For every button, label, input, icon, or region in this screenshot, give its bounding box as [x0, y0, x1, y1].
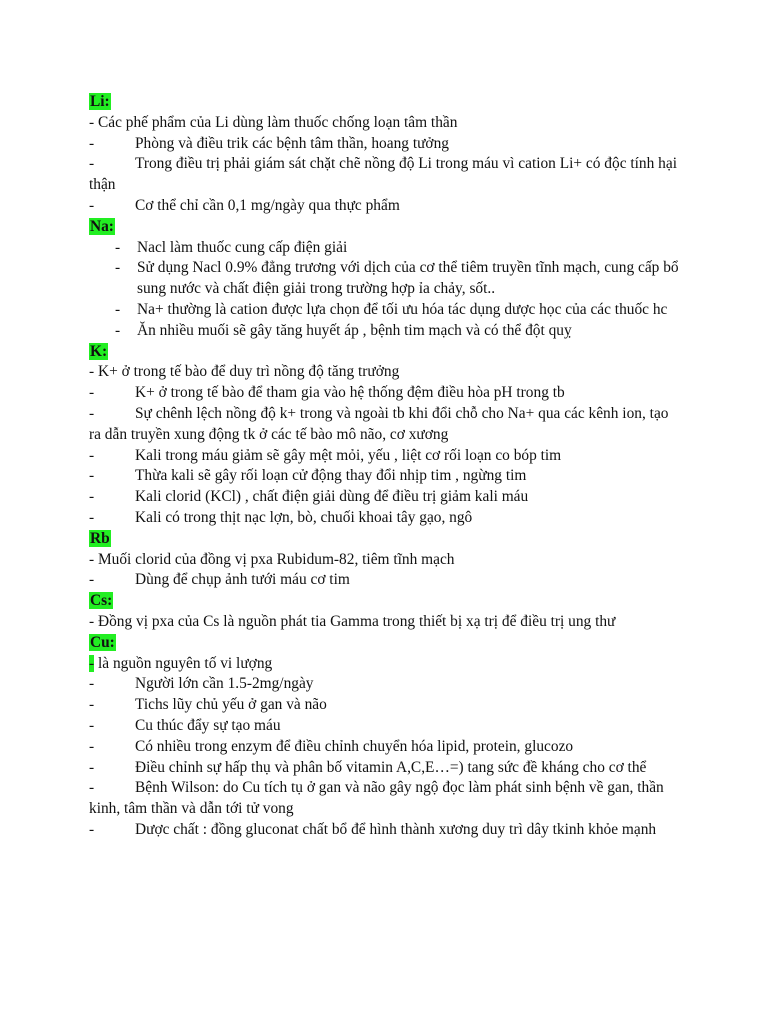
- cu-item: - Tichs lũy chủ yếu ở gan và não: [89, 696, 327, 714]
- na-item: - Sử dụng Nacl 0.9% đẳng trương với dịch của cơ thể tiêm truyền tĩnh mạch, cung cấp bổ sung nước và chất điện giải trong trường hợp ỉa chảy, sốt..: [115, 259, 679, 298]
- section-heading-li: Li:: [90, 93, 110, 110]
- k-item: - Sự chênh lệch nồng độ k+ trong và ngoài tb khi đổi chỗ cho Na+ qua các kênh ion, tạo ra dẫn truyền xung động tk ở các tế bào mô não, cơ xương: [89, 404, 669, 443]
- k-item: - K+ ở trong tế bào để tham gia vào hệ thống đệm điều hòa pH trong tb: [89, 384, 565, 402]
- cu-item: - Bệnh Wilson: do Cu tích tụ ở gan và não gây ngộ đọc làm phát sinh bệnh về gan, thần kinh, tâm thần và dẫn tới tử vong: [89, 779, 664, 818]
- section-heading-na: Na:: [90, 217, 114, 235]
- section-heading-rb: Rb: [90, 529, 110, 547]
- k-intro-line: - K+ ở trong tế bào để duy trì nồng độ tăng trưởng: [89, 363, 400, 381]
- na-item: - Nacl làm thuốc cung cấp điện giải: [115, 238, 348, 256]
- li-item: - Trong điều trị phải giám sát chặt chẽ nồng độ Li trong máu vì cation Li+ có độc tính hại thận: [89, 155, 677, 194]
- k-item: - Thừa kali sẽ gây rối loạn cử động thay đổi nhịp tim , ngừng tim: [89, 467, 527, 485]
- cu-intro-line: - là nguồn nguyên tố vi lượng: [89, 654, 273, 672]
- na-item: - Na+ thường là cation được lựa chọn để tối ưu hóa tác dụng dược học của các thuốc hc: [115, 300, 668, 318]
- cu-item: - Điều chỉnh sự hấp thụ và phân bố vitamin A,C,E…=) tang sức đề kháng cho cơ thể: [89, 758, 647, 776]
- rb-item: - Dùng để chụp ảnh tưới máu cơ tim: [89, 571, 350, 589]
- section-heading-cu: Cu:: [90, 633, 115, 651]
- rb-intro-line: - Muối clorid của đồng vị pxa Rubidum-82, tiêm tĩnh mạch: [89, 550, 455, 568]
- k-item: - Kali clorid (KCl) , chất điện giải dùng để điều trị giảm kali máu: [89, 488, 529, 506]
- cu-item: - Cu thúc đẩy sự tạo máu: [89, 716, 281, 734]
- section-heading-cs: Cs:: [90, 592, 113, 610]
- na-item: - Ăn nhiều muối sẽ gây tăng huyết áp , bệnh tim mạch và có thể đột quỵ: [115, 321, 572, 339]
- cu-item: - Người lớn cần 1.5-2mg/ngày: [89, 675, 314, 693]
- document-body: [0, 92, 768, 841]
- li-item: - Phòng và điều trik các bệnh tâm thần, hoang tưởng: [89, 134, 449, 152]
- section-heading-k: K:: [90, 342, 108, 360]
- li-intro-line: - Các phế phẩm của Li dùng làm thuốc chống loạn tâm thần: [89, 113, 458, 131]
- cu-item: - Dược chất : đồng gluconat chất bổ để hình thành xương duy trì dây tkinh khỏe mạnh: [89, 820, 657, 838]
- cu-item: - Có nhiều trong enzym để điều chỉnh chuyển hóa lipid, protein, glucozo: [89, 737, 574, 755]
- k-item: - Kali có trong thịt nạc lợn, bò, chuối khoai tây gạo, ngô: [89, 508, 473, 526]
- li-item: - Cơ thể chỉ cần 0,1 mg/ngày qua thực phẩm: [89, 196, 400, 214]
- k-item: - Kali trong máu giảm sẽ gây mệt mỏi, yếu , liệt cơ rối loạn co bóp tim: [89, 446, 562, 464]
- cs-intro-line: - Đồng vị pxa của Cs là nguồn phát tia Gamma trong thiết bị xạ trị để điều trị ung thư: [89, 612, 616, 630]
